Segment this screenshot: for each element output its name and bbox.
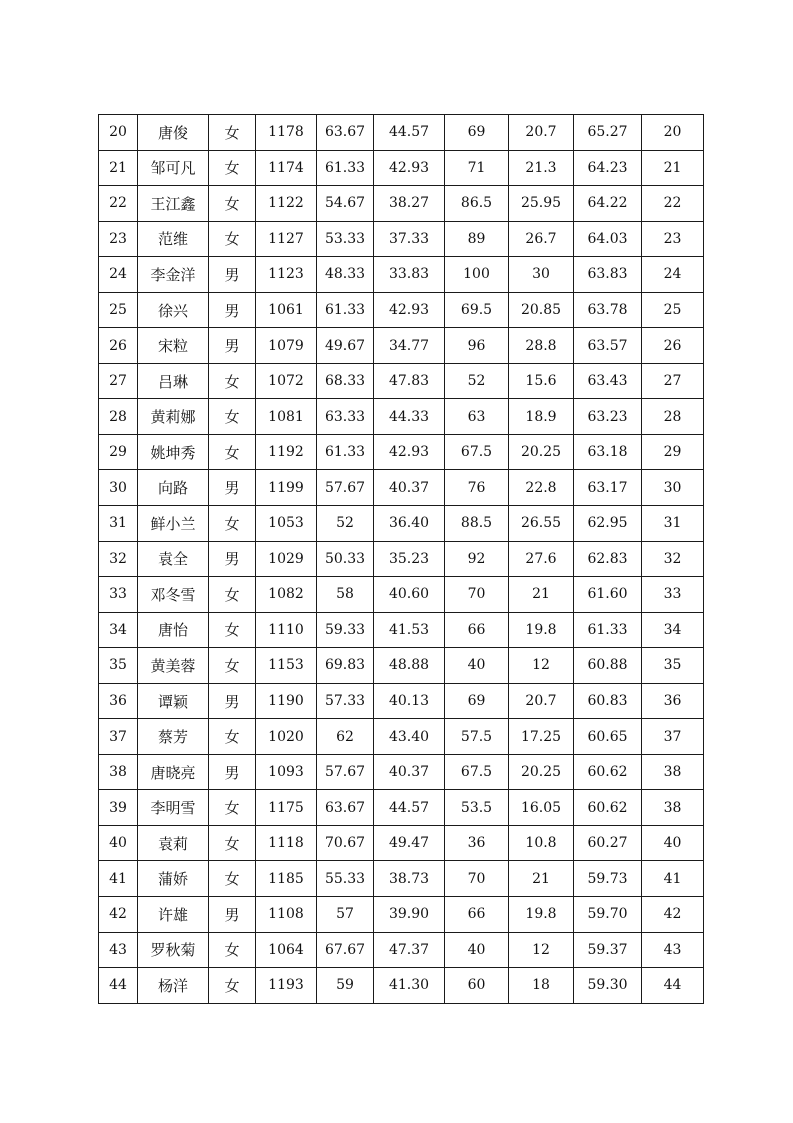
cell-interview-score: 36 — [445, 825, 509, 861]
cell-interview-weighted: 20.85 — [509, 292, 574, 328]
cell-interview-score: 53.5 — [445, 790, 509, 826]
cell-total-score: 60.65 — [574, 719, 642, 755]
cell-exam-id: 1029 — [256, 541, 317, 577]
cell-exam-id: 1064 — [256, 932, 317, 968]
cell-exam-id: 1082 — [256, 577, 317, 613]
cell-exam-id: 1153 — [256, 648, 317, 684]
cell-number: 24 — [99, 257, 138, 293]
cell-gender: 女 — [209, 861, 256, 897]
cell-name: 罗秋菊 — [138, 932, 209, 968]
cell-written-score: 57.67 — [317, 470, 374, 506]
cell-exam-id: 1110 — [256, 612, 317, 648]
cell-interview-score: 63 — [445, 399, 509, 435]
table-row — [99, 648, 704, 684]
cell-total-score: 61.60 — [574, 577, 642, 613]
cell-gender: 女 — [209, 719, 256, 755]
cell-gender: 女 — [209, 221, 256, 257]
cell-interview-weighted: 21 — [509, 861, 574, 897]
cell-interview-score: 69 — [445, 683, 509, 719]
cell-written-weighted: 44.57 — [374, 115, 445, 151]
cell-interview-score: 70 — [445, 861, 509, 897]
table-row — [99, 257, 704, 293]
cell-interview-weighted: 26.7 — [509, 221, 574, 257]
cell-written-score: 57 — [317, 897, 374, 933]
table-row — [99, 150, 704, 186]
cell-rank: 20 — [642, 115, 704, 151]
cell-exam-id: 1093 — [256, 754, 317, 790]
cell-number: 20 — [99, 115, 138, 151]
cell-gender: 男 — [209, 754, 256, 790]
cell-interview-weighted: 26.55 — [509, 506, 574, 542]
cell-interview-weighted: 18.9 — [509, 399, 574, 435]
cell-total-score: 64.23 — [574, 150, 642, 186]
cell-name: 吕琳 — [138, 363, 209, 399]
cell-rank: 43 — [642, 932, 704, 968]
cell-exam-id: 1072 — [256, 363, 317, 399]
cell-gender: 男 — [209, 257, 256, 293]
cell-name: 黄美蓉 — [138, 648, 209, 684]
cell-number: 33 — [99, 577, 138, 613]
cell-interview-score: 88.5 — [445, 506, 509, 542]
cell-written-weighted: 49.47 — [374, 825, 445, 861]
cell-number: 27 — [99, 363, 138, 399]
cell-interview-weighted: 18 — [509, 968, 574, 1004]
table-row — [99, 897, 704, 933]
cell-written-score: 61.33 — [317, 434, 374, 470]
table-row — [99, 328, 704, 364]
cell-name: 李明雪 — [138, 790, 209, 826]
cell-exam-id: 1127 — [256, 221, 317, 257]
cell-total-score: 63.23 — [574, 399, 642, 435]
cell-number: 44 — [99, 968, 138, 1004]
cell-number: 25 — [99, 292, 138, 328]
cell-total-score: 59.70 — [574, 897, 642, 933]
cell-number: 22 — [99, 186, 138, 222]
cell-written-score: 58 — [317, 577, 374, 613]
cell-written-weighted: 44.33 — [374, 399, 445, 435]
table-row — [99, 577, 704, 613]
cell-name: 杨洋 — [138, 968, 209, 1004]
cell-written-score: 63.67 — [317, 115, 374, 151]
cell-name: 蔡芳 — [138, 719, 209, 755]
cell-exam-id: 1190 — [256, 683, 317, 719]
cell-interview-score: 71 — [445, 150, 509, 186]
cell-interview-score: 40 — [445, 648, 509, 684]
cell-rank: 27 — [642, 363, 704, 399]
table-row — [99, 292, 704, 328]
cell-written-weighted: 42.93 — [374, 150, 445, 186]
cell-total-score: 63.43 — [574, 363, 642, 399]
cell-name: 黄莉娜 — [138, 399, 209, 435]
cell-written-score: 61.33 — [317, 292, 374, 328]
table-row — [99, 506, 704, 542]
cell-written-weighted: 42.93 — [374, 434, 445, 470]
cell-gender: 男 — [209, 897, 256, 933]
cell-gender: 男 — [209, 683, 256, 719]
table-row — [99, 968, 704, 1004]
cell-number: 38 — [99, 754, 138, 790]
cell-interview-weighted: 21 — [509, 577, 574, 613]
cell-gender: 女 — [209, 399, 256, 435]
cell-name: 袁莉 — [138, 825, 209, 861]
table-row — [99, 541, 704, 577]
cell-total-score: 61.33 — [574, 612, 642, 648]
cell-interview-weighted: 20.25 — [509, 754, 574, 790]
cell-rank: 26 — [642, 328, 704, 364]
cell-interview-weighted: 22.8 — [509, 470, 574, 506]
cell-interview-weighted: 28.8 — [509, 328, 574, 364]
cell-gender: 男 — [209, 328, 256, 364]
cell-written-weighted: 43.40 — [374, 719, 445, 755]
cell-total-score: 60.83 — [574, 683, 642, 719]
cell-gender: 男 — [209, 541, 256, 577]
cell-written-score: 68.33 — [317, 363, 374, 399]
cell-rank: 23 — [642, 221, 704, 257]
cell-name: 唐俊 — [138, 115, 209, 151]
cell-interview-score: 66 — [445, 612, 509, 648]
table-row — [99, 825, 704, 861]
cell-interview-score: 86.5 — [445, 186, 509, 222]
cell-number: 37 — [99, 719, 138, 755]
cell-exam-id: 1185 — [256, 861, 317, 897]
cell-gender: 女 — [209, 434, 256, 470]
cell-written-score: 57.67 — [317, 754, 374, 790]
cell-rank: 36 — [642, 683, 704, 719]
cell-gender: 女 — [209, 932, 256, 968]
cell-interview-score: 57.5 — [445, 719, 509, 755]
table-row — [99, 612, 704, 648]
cell-written-weighted: 42.93 — [374, 292, 445, 328]
cell-exam-id: 1020 — [256, 719, 317, 755]
cell-name: 徐兴 — [138, 292, 209, 328]
cell-written-weighted: 33.83 — [374, 257, 445, 293]
cell-number: 26 — [99, 328, 138, 364]
cell-rank: 21 — [642, 150, 704, 186]
table-row — [99, 115, 704, 151]
cell-gender: 女 — [209, 115, 256, 151]
cell-number: 42 — [99, 897, 138, 933]
cell-rank: 29 — [642, 434, 704, 470]
cell-gender: 女 — [209, 825, 256, 861]
cell-written-score: 48.33 — [317, 257, 374, 293]
cell-number: 35 — [99, 648, 138, 684]
cell-total-score: 59.37 — [574, 932, 642, 968]
cell-written-weighted: 37.33 — [374, 221, 445, 257]
cell-total-score: 64.03 — [574, 221, 642, 257]
cell-interview-score: 69 — [445, 115, 509, 151]
cell-written-score: 61.33 — [317, 150, 374, 186]
cell-written-weighted: 40.37 — [374, 470, 445, 506]
cell-name: 唐晓亮 — [138, 754, 209, 790]
cell-interview-weighted: 19.8 — [509, 897, 574, 933]
cell-written-score: 54.67 — [317, 186, 374, 222]
cell-interview-score: 70 — [445, 577, 509, 613]
cell-exam-id: 1122 — [256, 186, 317, 222]
cell-written-score: 62 — [317, 719, 374, 755]
cell-rank: 32 — [642, 541, 704, 577]
cell-number: 39 — [99, 790, 138, 826]
cell-written-weighted: 40.13 — [374, 683, 445, 719]
table-row — [99, 790, 704, 826]
cell-number: 21 — [99, 150, 138, 186]
cell-name: 宋粒 — [138, 328, 209, 364]
table-row — [99, 363, 704, 399]
cell-written-weighted: 34.77 — [374, 328, 445, 364]
cell-rank: 25 — [642, 292, 704, 328]
cell-name: 范维 — [138, 221, 209, 257]
cell-rank: 35 — [642, 648, 704, 684]
cell-written-weighted: 40.37 — [374, 754, 445, 790]
cell-written-score: 50.33 — [317, 541, 374, 577]
table-row — [99, 399, 704, 435]
cell-interview-score: 92 — [445, 541, 509, 577]
cell-total-score: 60.27 — [574, 825, 642, 861]
cell-written-score: 59 — [317, 968, 374, 1004]
cell-gender: 男 — [209, 292, 256, 328]
cell-total-score: 60.62 — [574, 754, 642, 790]
cell-gender: 男 — [209, 470, 256, 506]
cell-exam-id: 1193 — [256, 968, 317, 1004]
cell-interview-weighted: 21.3 — [509, 150, 574, 186]
cell-exam-id: 1081 — [256, 399, 317, 435]
cell-written-score: 53.33 — [317, 221, 374, 257]
cell-name: 姚坤秀 — [138, 434, 209, 470]
cell-total-score: 62.95 — [574, 506, 642, 542]
cell-name: 鲜小兰 — [138, 506, 209, 542]
cell-name: 向路 — [138, 470, 209, 506]
cell-interview-weighted: 30 — [509, 257, 574, 293]
cell-exam-id: 1192 — [256, 434, 317, 470]
cell-written-score: 70.67 — [317, 825, 374, 861]
cell-total-score: 65.27 — [574, 115, 642, 151]
cell-exam-id: 1123 — [256, 257, 317, 293]
cell-rank: 40 — [642, 825, 704, 861]
cell-exam-id: 1118 — [256, 825, 317, 861]
cell-total-score: 63.78 — [574, 292, 642, 328]
table-row — [99, 932, 704, 968]
cell-interview-weighted: 20.7 — [509, 115, 574, 151]
cell-written-weighted: 35.23 — [374, 541, 445, 577]
cell-number: 36 — [99, 683, 138, 719]
cell-rank: 30 — [642, 470, 704, 506]
cell-interview-score: 100 — [445, 257, 509, 293]
table-row — [99, 434, 704, 470]
cell-exam-id: 1108 — [256, 897, 317, 933]
cell-interview-weighted: 15.6 — [509, 363, 574, 399]
table-row — [99, 470, 704, 506]
cell-written-weighted: 47.37 — [374, 932, 445, 968]
cell-total-score: 63.57 — [574, 328, 642, 364]
cell-interview-score: 96 — [445, 328, 509, 364]
cell-interview-score: 52 — [445, 363, 509, 399]
cell-written-score: 57.33 — [317, 683, 374, 719]
cell-written-weighted: 39.90 — [374, 897, 445, 933]
cell-exam-id: 1199 — [256, 470, 317, 506]
cell-total-score: 62.83 — [574, 541, 642, 577]
cell-interview-score: 76 — [445, 470, 509, 506]
cell-number: 34 — [99, 612, 138, 648]
cell-number: 40 — [99, 825, 138, 861]
cell-interview-score: 89 — [445, 221, 509, 257]
cell-written-weighted: 41.53 — [374, 612, 445, 648]
cell-interview-weighted: 20.7 — [509, 683, 574, 719]
cell-interview-weighted: 27.6 — [509, 541, 574, 577]
cell-interview-weighted: 16.05 — [509, 790, 574, 826]
score-table — [98, 114, 704, 1004]
cell-gender: 女 — [209, 506, 256, 542]
cell-gender: 女 — [209, 648, 256, 684]
cell-name: 唐怡 — [138, 612, 209, 648]
cell-rank: 37 — [642, 719, 704, 755]
cell-name: 谭颖 — [138, 683, 209, 719]
cell-gender: 女 — [209, 363, 256, 399]
cell-written-weighted: 40.60 — [374, 577, 445, 613]
cell-rank: 28 — [642, 399, 704, 435]
cell-number: 23 — [99, 221, 138, 257]
cell-written-weighted: 38.73 — [374, 861, 445, 897]
cell-interview-score: 67.5 — [445, 434, 509, 470]
cell-exam-id: 1053 — [256, 506, 317, 542]
cell-rank: 42 — [642, 897, 704, 933]
cell-exam-id: 1174 — [256, 150, 317, 186]
cell-rank: 22 — [642, 186, 704, 222]
table-row — [99, 186, 704, 222]
cell-interview-weighted: 10.8 — [509, 825, 574, 861]
cell-exam-id: 1079 — [256, 328, 317, 364]
cell-total-score: 60.62 — [574, 790, 642, 826]
table-body — [99, 115, 704, 1004]
cell-total-score: 59.30 — [574, 968, 642, 1004]
cell-written-weighted: 38.27 — [374, 186, 445, 222]
cell-gender: 女 — [209, 612, 256, 648]
cell-written-weighted: 48.88 — [374, 648, 445, 684]
cell-name: 蒲娇 — [138, 861, 209, 897]
cell-gender: 女 — [209, 150, 256, 186]
cell-gender: 女 — [209, 186, 256, 222]
cell-total-score: 63.17 — [574, 470, 642, 506]
cell-rank: 38 — [642, 790, 704, 826]
cell-gender: 女 — [209, 577, 256, 613]
cell-interview-weighted: 12 — [509, 932, 574, 968]
cell-number: 28 — [99, 399, 138, 435]
cell-interview-weighted: 19.8 — [509, 612, 574, 648]
cell-name: 许雄 — [138, 897, 209, 933]
cell-interview-weighted: 20.25 — [509, 434, 574, 470]
cell-written-score: 59.33 — [317, 612, 374, 648]
cell-written-score: 63.33 — [317, 399, 374, 435]
cell-written-weighted: 47.83 — [374, 363, 445, 399]
cell-exam-id: 1178 — [256, 115, 317, 151]
cell-number: 32 — [99, 541, 138, 577]
cell-number: 30 — [99, 470, 138, 506]
table-row — [99, 754, 704, 790]
cell-interview-score: 69.5 — [445, 292, 509, 328]
table-row — [99, 221, 704, 257]
cell-number: 29 — [99, 434, 138, 470]
cell-interview-weighted: 17.25 — [509, 719, 574, 755]
cell-total-score: 64.22 — [574, 186, 642, 222]
cell-number: 43 — [99, 932, 138, 968]
cell-written-score: 69.83 — [317, 648, 374, 684]
cell-interview-score: 60 — [445, 968, 509, 1004]
cell-rank: 38 — [642, 754, 704, 790]
cell-written-score: 55.33 — [317, 861, 374, 897]
cell-written-weighted: 44.57 — [374, 790, 445, 826]
cell-name: 王江鑫 — [138, 186, 209, 222]
table-row — [99, 719, 704, 755]
cell-total-score: 63.83 — [574, 257, 642, 293]
cell-number: 31 — [99, 506, 138, 542]
cell-number: 41 — [99, 861, 138, 897]
table-row — [99, 861, 704, 897]
cell-gender: 女 — [209, 790, 256, 826]
cell-rank: 41 — [642, 861, 704, 897]
cell-name: 邓冬雪 — [138, 577, 209, 613]
cell-name: 李金洋 — [138, 257, 209, 293]
cell-rank: 34 — [642, 612, 704, 648]
cell-rank: 31 — [642, 506, 704, 542]
cell-written-weighted: 41.30 — [374, 968, 445, 1004]
cell-exam-id: 1175 — [256, 790, 317, 826]
cell-name: 邹可凡 — [138, 150, 209, 186]
cell-exam-id: 1061 — [256, 292, 317, 328]
cell-rank: 33 — [642, 577, 704, 613]
cell-gender: 女 — [209, 968, 256, 1004]
cell-written-weighted: 36.40 — [374, 506, 445, 542]
cell-interview-weighted: 12 — [509, 648, 574, 684]
cell-interview-score: 67.5 — [445, 754, 509, 790]
cell-total-score: 60.88 — [574, 648, 642, 684]
cell-interview-weighted: 25.95 — [509, 186, 574, 222]
cell-name: 袁全 — [138, 541, 209, 577]
cell-written-score: 49.67 — [317, 328, 374, 364]
cell-written-score: 63.67 — [317, 790, 374, 826]
cell-rank: 44 — [642, 968, 704, 1004]
cell-interview-score: 40 — [445, 932, 509, 968]
cell-interview-score: 66 — [445, 897, 509, 933]
cell-written-score: 52 — [317, 506, 374, 542]
cell-rank: 24 — [642, 257, 704, 293]
table-row — [99, 683, 704, 719]
cell-written-score: 67.67 — [317, 932, 374, 968]
cell-total-score: 63.18 — [574, 434, 642, 470]
cell-total-score: 59.73 — [574, 861, 642, 897]
